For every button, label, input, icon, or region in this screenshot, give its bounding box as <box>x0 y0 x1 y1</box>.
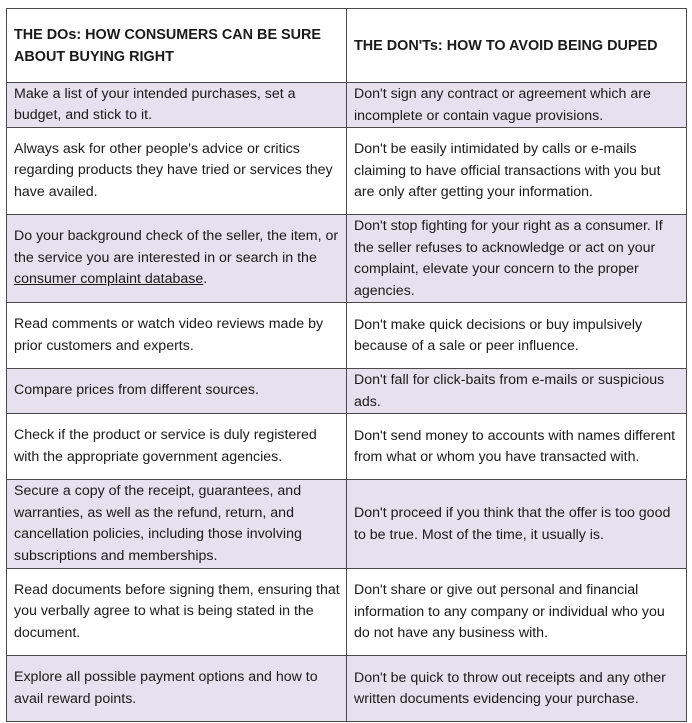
do-cell: Read comments or watch video reviews made by prior customers and experts. <box>7 303 347 369</box>
table-row <box>7 569 687 656</box>
table-row <box>7 480 687 569</box>
dos-donts-table <box>6 8 687 722</box>
table-row <box>7 215 687 303</box>
do-cell: Read documents before signing them, ensuring that you verbally agree to what is being stated in the document. <box>7 569 347 656</box>
dos-and-donts-document <box>6 8 686 718</box>
do-cell: Make a list of your intended purchases, set a budget, and stick to it. <box>7 83 347 128</box>
table-row <box>7 656 687 722</box>
dont-cell: Don't be quick to throw out receipts and any other written documents evidencing your purchase. <box>347 656 687 722</box>
dont-cell: Don't stop fighting for your right as a consumer. If the seller refuses to acknowledge or act on your complaint, elevate your concern to the proper agencies. <box>347 215 687 303</box>
dont-cell: Don't be easily intimidated by calls or e-mails claiming to have official transactions with you but are only after getting your information. <box>347 128 687 215</box>
do-cell: Always ask for other people's advice or critics regarding products they have tried or services they have availed. <box>7 128 347 215</box>
do-cell: Check if the product or service is duly registered with the appropriate government agencies. <box>7 414 347 480</box>
table-row <box>7 369 687 414</box>
table-row <box>7 303 687 369</box>
table-row <box>7 414 687 480</box>
do-cell <box>7 215 347 303</box>
do-cell: Compare prices from different sources. <box>7 369 347 414</box>
dont-cell: Don't proceed if you think that the offer is too good to be true. Most of the time, it usually is. <box>347 480 687 569</box>
dont-cell: Don't send money to accounts with names different from what or whom you have transacted with. <box>347 414 687 480</box>
table-row <box>7 83 687 128</box>
dos-column-header: THE DOs: HOW CONSUMERS CAN BE SURE ABOUT BUYING RIGHT <box>7 9 347 83</box>
do-cell-text: Do your background check of the seller, the item, or the service you are interested in or search in the <box>14 228 339 266</box>
donts-column-header: THE DON'Ts: HOW TO AVOID BEING DUPED <box>347 9 687 83</box>
table-row <box>7 128 687 215</box>
do-cell-text-end: . <box>203 271 208 288</box>
dont-cell: Don't make quick decisions or buy impulsively because of a sale or peer influence. <box>347 303 687 369</box>
consumer-complaint-database-link[interactable]: consumer complaint database <box>14 271 204 288</box>
dont-cell: Don't fall for click-baits from e-mails or suspicious ads. <box>347 369 687 414</box>
dont-cell: Don't share or give out personal and financial information to any company or individual who you do not have any business with. <box>347 569 687 656</box>
table-header-row <box>7 9 687 83</box>
do-cell: Explore all possible payment options and how to avail reward points. <box>7 656 347 722</box>
do-cell: Secure a copy of the receipt, guarantees, and warranties, as well as the refund, return, and cancellation policies, including those involving subscriptions and memberships. <box>7 480 347 569</box>
dont-cell: Don't sign any contract or agreement which are incomplete or contain vague provisions. <box>347 83 687 128</box>
